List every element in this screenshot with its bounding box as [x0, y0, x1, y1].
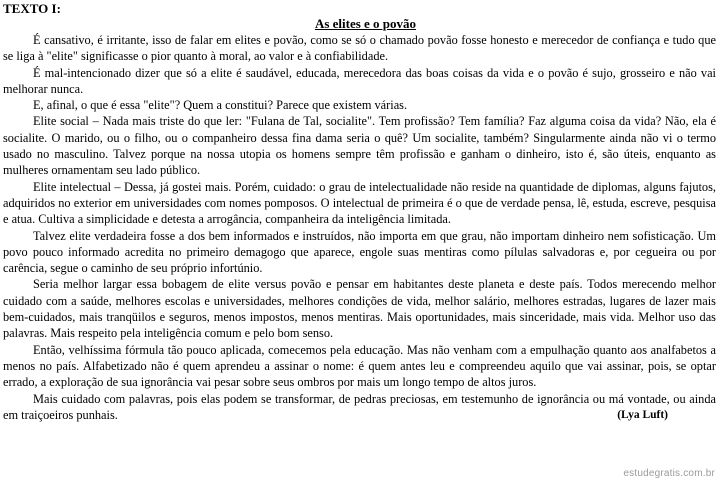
author-credit: (Lya Luft)	[617, 408, 668, 421]
paragraph-1: É cansativo, é irritante, isso de falar em elites e povão, como se só o chamado povão fosse honesto e merecedor de confiança e tudo que se liga à "elite" significasse o pior quanto à moral, ao valor e à confiabilidade.	[3, 33, 716, 64]
paragraph-6: Talvez elite verdadeira fosse a dos bem informados e instruídos, não importa em que grau, não importam dinheiro nem sofisticação. Um povo pouco informado acredita no primeiro demagogo que aparece, engole suas mentiras como pílulas salvadoras e, por cegueira ou por carência, segue o caminho de seu próprio infortúnio.	[3, 228, 716, 276]
paragraph-4: Elite social – Nada mais triste do que ler: "Fulana de Tal, socialite". Tem profissão? Tem família? Faz alguma coisa da vida? Não, ela é socialite. O marido, ou o filho, ou o companheiro dessa fina dama seria o quê? Um socialite, também? Singularmente ainda não vi o termo usado no masculino. Talvez porque na nossa utopia os homens sempre têm profissão e ganham o dinheiro, isto é, são úteis, enquanto as mulheres ornamentam seu lado público.	[3, 114, 716, 178]
paragraph-9	[3, 391, 716, 424]
paragraph-9-text: Mais cuidado com palavras, pois elas podem se transformar, de pedras preciosas, em testemunho de ignorância ou má vontade, ou ainda em traiçoeiros punhais.	[3, 391, 716, 422]
document-page	[3, 0, 716, 423]
site-watermark: estudegratis.com.br	[623, 468, 715, 479]
paragraph-8: Então, velhíssima fórmula tão pouco aplicada, comecemos pela educação. Mas não venham com a empulhação quanto aos analfabetos a menos no país. Alfabetizado não é quem aprendeu a assinar o nome: é quem antes leu e compreendeu aquilo que vai assinar, pois, se optar errado, a exploração de sua ignorância vai pesar sobre seus ombros por mais um longo tempo de altos juros.	[3, 342, 716, 390]
document-title: As elites e o povão	[314, 16, 417, 31]
paragraph-7: Seria melhor largar essa bobagem de elite versus povão e pensar em habitantes deste planeta e deste país. Todos merecendo melhor cuidado com a saúde, melhores escolas e universidades, melhores condições de vida, melhor salário, melhores estradas, lugares de lazer mais bem-cuidados, mais tranqüilos e seguros, menos impostos, menos mentiras. Mais oportunidades, mais sinceridade, mais vida. Melhor uso das palavras. Mais respeito pela inteligência comum e pelo bom senso.	[3, 277, 716, 341]
paragraph-3: E, afinal, o que é essa "elite"? Quem a constitui? Parece que existem várias.	[33, 98, 408, 113]
paragraph-5: Elite intelectual – Dessa, já gostei mais. Porém, cuidado: o grau de intelectualidade não reside na quantidade de diplomas, alguns fajutos, adquiridos no exterior em universidades com nomes pomposos. O intelectual de primeira é o que de verdade pensa, lê, estuda, escreve, pesquisa e atua. Cultiva a simplicidade e detesta a arrogância, companheira da inteligência limitada.	[3, 179, 716, 227]
section-label: TEXTO I:	[3, 1, 61, 16]
paragraph-2: É mal-intencionado dizer que só a elite é saudável, educada, merecedora das boas coisas da vida e o povão é sujo, grosseiro e não vai melhorar nunca.	[3, 65, 716, 96]
